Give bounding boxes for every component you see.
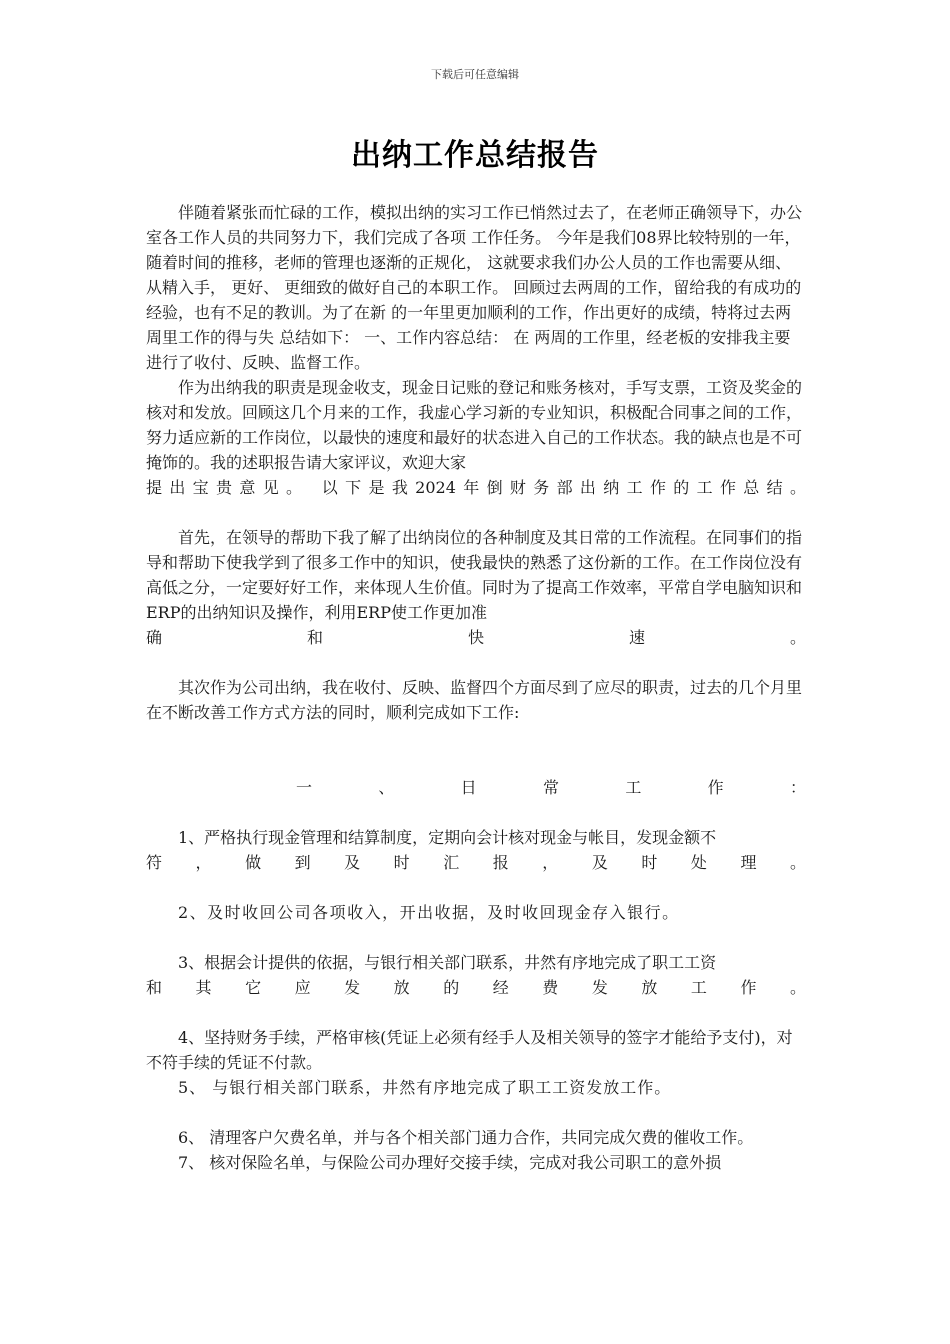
list-item-7: 7、 核对保险名单，与保险公司办理好交接手续，完成对我公司职工的意外损 xyxy=(178,1153,722,1172)
list-item-5: 5、 与银行相关部门联系，井然有序地完成了职工工资发放工作。 xyxy=(178,1078,672,1097)
paragraph-second: 其次作为公司出纳，我在收付、反映、监督四个方面尽到了应尽的职责，过去的几个月里在不断改善工作方式方法的同时，顺利完成如下工作: xyxy=(146,678,803,722)
document-body xyxy=(146,200,806,1175)
list-item-2: 2、及时收回公司各项收入，开出收据，及时收回现金存入银行。 xyxy=(178,903,680,922)
page-title: 出纳工作总结报告 xyxy=(351,138,599,173)
list-item-6: 6、 清理客户欠费名单，并与各个相关部门通力合作，共同完成欠费的催收工作。 xyxy=(178,1128,754,1147)
paragraph-intro: 伴随着紧张而忙碌的工作，模拟出纳的实习工作已悄然过去了，在老师正确领导下，办公室各工作人员的共同努力下，我们完成了各项 工作任务。 今年是我们08界比较特别的一年，随着时间的推移，老师的管理也逐渐的正规化， 这就要求我们办公人员的工作也需要从细、 从精入手， 更好、 更细致的做好自己的本职工作。 回顾过去两周的工作，留给我的有成功的经验，也有不足的教训。为了在新 的一年里更加顺利的工作，作出更好的成绩，特将过去两周里工作的得与失 总结如下： 一、工作内容总结： 在 两周的工作里，经老板的安排我主要进行了收付、反映、监督工作。 xyxy=(146,203,803,372)
paragraph-duties: 作为出纳我的职责是现金收支，现金日记账的登记和账务核对，手写支票，工资及奖金的核对和发放。回顾这几个月来的工作，我虚心学习新的专业知识，积极配合同事之间的工作，努力适应新的工作岗位，以最快的速度和最好的状态进入自己的工作状态。我的缺点也是不可掩饰的。我的述职报告请大家评议，欢迎大家 xyxy=(146,378,803,472)
section-heading-daily-work: 一、日常工作： xyxy=(296,778,806,797)
header-note: 下载后可任意编辑 xyxy=(431,68,519,81)
list-item-1-last-line: 符，做到及时汇报，及时处理。 xyxy=(146,853,806,872)
list-item-3: 3、根据会计提供的依据，与银行相关部门联系，井然有序地完成了职工工资 xyxy=(178,953,717,972)
list-item-1: 1、严格执行现金管理和结算制度，定期向会计核对现金与帐目，发现金额不 xyxy=(178,828,717,847)
paragraph-first-last-line: 确和快速。 xyxy=(146,628,806,647)
list-item-3-last-line: 和其它应发放的经费发放工作。 xyxy=(146,978,806,997)
paragraph-duties-last-line: 提出宝贵意见。 以下是我2024年倒财务部出纳工作的工作总结。 xyxy=(146,478,806,497)
paragraph-first: 首先，在领导的帮助下我了解了出纳岗位的各种制度及其日常的工作流程。在同事们的指导和帮助下使我学到了很多工作中的知识，使我最快的熟悉了这份新的工作。在工作岗位没有高低之分，一定要好好工作，来体现人生价值。同时为了提高工作效率，平常自学电脑知识和ERP的出纳知识及操作，利用ERP使工作更加准 xyxy=(146,528,803,622)
list-item-4: 4、坚持财务手续，严格审核(凭证上必须有经手人及相关领导的签字才能给予支付)，对不符手续的凭证不付款。 xyxy=(146,1028,793,1072)
